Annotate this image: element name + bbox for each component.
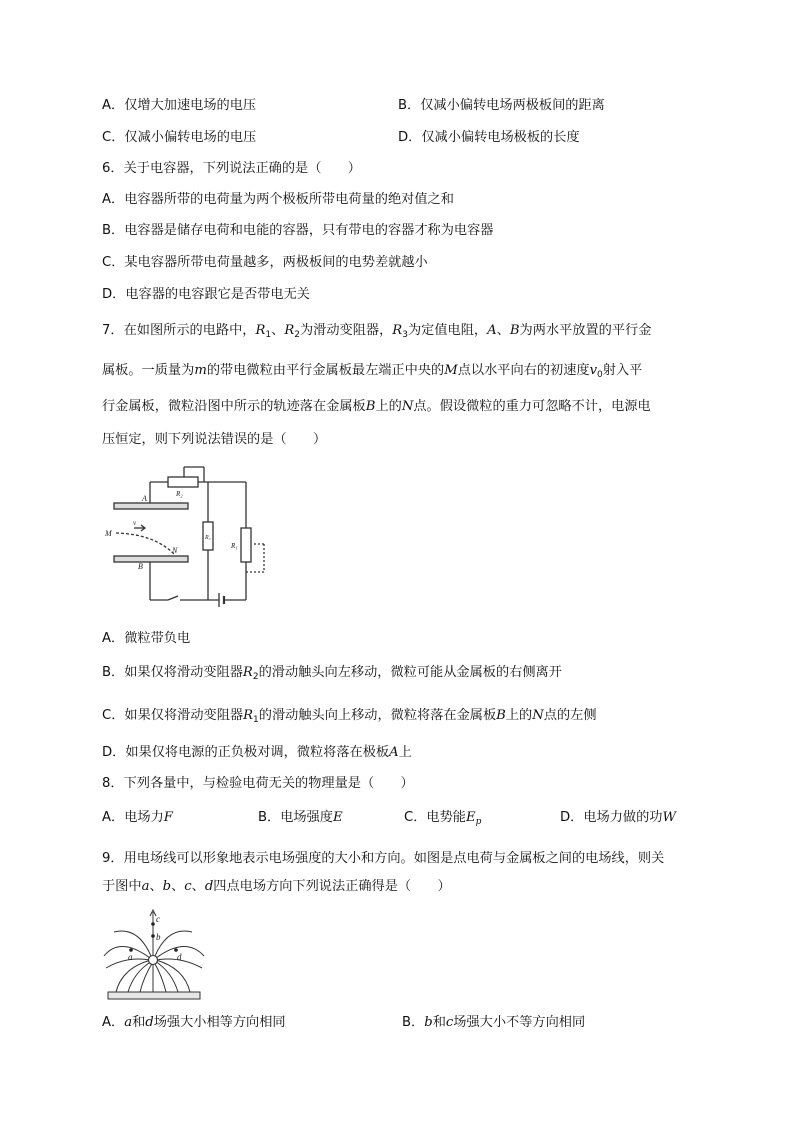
- point-m-label: M: [105, 529, 112, 538]
- q9-option-a: A．a和d场强大小相等方向相同: [102, 1015, 286, 1030]
- r2-label: R₂: [176, 490, 183, 498]
- point-b-label: b: [156, 932, 161, 942]
- q7-stem-line1: 7．在如图所示的电路中，$R_1$、$R_2$为滑动变阻器，$R_3$为定值电阻，A、B为两水平放置的平行金: [102, 323, 652, 340]
- q8-option-c: C．电势能$E_p$: [404, 810, 482, 827]
- plate-a-label: A: [142, 494, 147, 503]
- point-a-label: a: [128, 952, 133, 962]
- plate-b-label: B: [138, 562, 143, 571]
- point-c-dot: [151, 922, 155, 926]
- q9-field-lines-diagram: [100, 906, 210, 1002]
- q8-option-b: B．电场强度E: [258, 810, 343, 825]
- q9-stem-line2: 于图中a、b、c、d四点电场方向下列说法正确得是（ ）: [102, 879, 451, 894]
- r3-label: R₃: [205, 535, 211, 541]
- r1-label: R₁: [231, 542, 238, 550]
- point-b-dot: [151, 934, 155, 938]
- q7-option-c: C．如果仅将滑动变阻器$R_1$的滑动触头向上移动，微粒将落在金属板B上的N点的左侧: [102, 708, 597, 725]
- q5-option-a: A．仅增大加速电场的电压: [102, 98, 257, 113]
- q5-option-c: C．仅减小偏转电场的电压: [102, 130, 257, 145]
- q9-option-b: B．b和c场强大小不等方向相同: [402, 1015, 586, 1030]
- q5-option-b: B．仅减小偏转电场两极板间的距离: [398, 98, 605, 113]
- q7-option-a: A．微粒带负电: [102, 631, 191, 646]
- q8-option-a: A．电场力F: [102, 810, 173, 825]
- q7-stem-line3: 行金属板，微粒沿图中所示的轨迹落在金属板B上的N点。假设微粒的重力可忽略不计，电源电: [102, 399, 651, 414]
- velocity-label: v: [133, 519, 137, 527]
- q8-stem: 8．下列各量中，与检验电荷无关的物理量是（ ）: [102, 776, 414, 791]
- q9-stem-line1: 9．用电场线可以形象地表示电场强度的大小和方向。如图是点电荷与金属板之间的电场线，则关: [102, 851, 665, 866]
- point-d-label: d: [177, 952, 182, 962]
- point-charge: [149, 956, 158, 965]
- q7-stem-line4: 压恒定，则下列说法错误的是（ ）: [102, 432, 327, 447]
- q7-circuit-diagram: [104, 462, 284, 608]
- q6-option-b: B．电容器是储存电荷和电能的容器，只有带电的容器才称为电容器: [102, 223, 494, 238]
- q8-option-d: D．电场力做的功W: [560, 810, 677, 825]
- point-c-label: c: [156, 914, 160, 924]
- point-n-label: N: [172, 546, 178, 555]
- q7-option-d: D．如果仅将电源的正负极对调，微粒将落在极板A上: [102, 745, 412, 760]
- q7-stem-line2: 属板。一质量为m的带电微粒由平行金属板最左端正中央的M点以水平向右的初速度$v_0$射入平: [102, 363, 643, 380]
- q5-option-d: D．仅减小偏转电场极板的长度: [398, 130, 580, 145]
- q6-option-c: C．某电容器所带电荷量越多，两极板间的电势差就越小: [102, 255, 428, 270]
- q6-option-d: D．电容器的电容跟它是否带电无关: [102, 287, 310, 302]
- q6-option-a: A．电容器所带的电荷量为两个极板所带电荷量的绝对值之和: [102, 192, 454, 207]
- q7-option-b: B．如果仅将滑动变阻器$R_2$的滑动触头向左移动，微粒可能从金属板的右侧离开: [102, 665, 562, 682]
- q6-stem: 6．关于电容器，下列说法正确的是（ ）: [102, 161, 361, 176]
